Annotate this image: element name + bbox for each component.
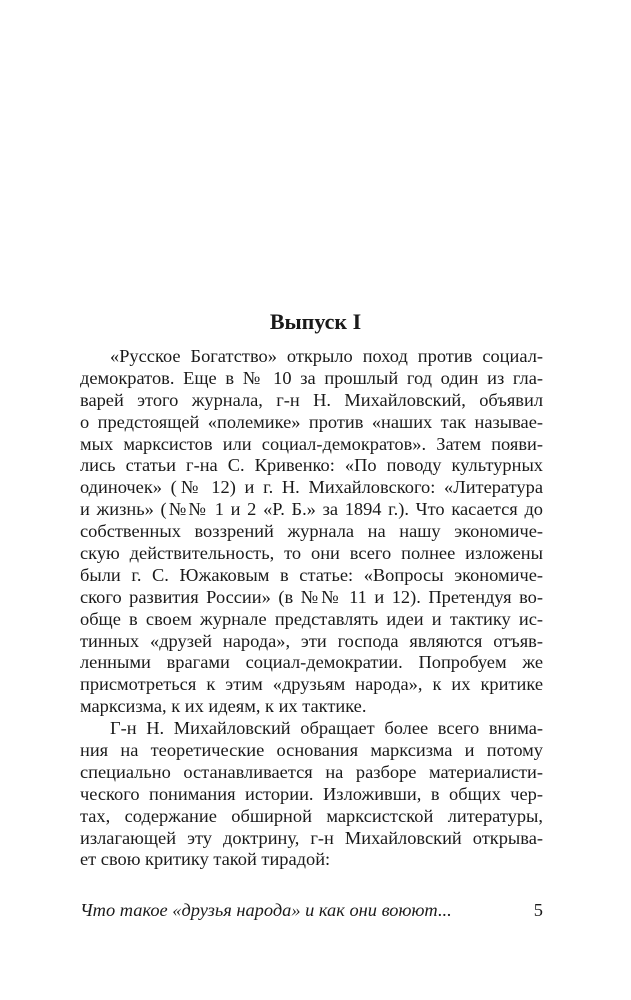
text-line: мых марксистов или социал-демократов». Затем появи- bbox=[80, 433, 543, 454]
text-line: присмотреться к этим «друзьям народа», к их критике bbox=[80, 674, 543, 695]
text-line: лись статьи г-на С. Кривенко: «По поводу культурных bbox=[80, 455, 543, 476]
text-line: ского развития России» (в №№ 11 и 12). Претендуя во- bbox=[80, 586, 543, 607]
text-line: одиночек» (№ 12) и г. Н. Михайловского: «Литература bbox=[80, 477, 543, 498]
text-line: тинных «друзей народа», эти господа являются отъяв- bbox=[80, 630, 543, 651]
text-line: собственных воззрений журнала на нашу экономиче- bbox=[80, 521, 543, 542]
chapter-title: Выпуск I bbox=[269, 309, 362, 334]
text-line: «Русское Богатство» открыло поход против социал- bbox=[110, 346, 543, 366]
text-line: ет свою критику такой тирадой: bbox=[80, 849, 331, 870]
text-line: ния на теоретические основания марксизма и потому bbox=[80, 740, 543, 761]
text-line: были г. С. Южаковым в статье: «Вопросы экономиче- bbox=[80, 564, 543, 585]
text-line: демократов. Еще в № 10 за прошлый год один из гла- bbox=[80, 367, 543, 388]
page-number: 5 bbox=[533, 900, 543, 920]
text-line: Г-н Н. Михайловский обращает более всего внима- bbox=[110, 718, 543, 739]
text-line: тах, содержание обширной марксистской литературы, bbox=[80, 805, 543, 826]
text-line: обще в своем журнале представлять идеи и тактику ис- bbox=[80, 608, 543, 629]
text-line: скую действительность, то они всего полнее изложены bbox=[80, 543, 543, 564]
text-line: варей этого журнала, г-н Н. Михайловский, объявил bbox=[80, 389, 543, 410]
text-line: и жизнь» (№№ 1 и 2 «Р. Б.» за 1894 г.). Что касается до bbox=[80, 499, 543, 520]
text-line: ленными врагами социал-демократии. Попробуем же bbox=[80, 652, 543, 673]
text-line: ческого понимания истории. Изложивши, в общих чер- bbox=[80, 783, 543, 804]
page-footer bbox=[80, 898, 543, 922]
body-text bbox=[80, 346, 543, 871]
text-line: марксизма, к их идеям, к их тактике. bbox=[80, 696, 367, 717]
text-line: о предстоящей «полемике» против «наших так называе- bbox=[80, 411, 543, 432]
running-title: Что такое «друзья народа» и как они воюют... bbox=[80, 900, 452, 920]
text-line: специально останавливается на разборе материалисти- bbox=[80, 761, 543, 782]
text-line: излагающей эту доктрину, г-н Михайловский открыва- bbox=[80, 827, 543, 848]
